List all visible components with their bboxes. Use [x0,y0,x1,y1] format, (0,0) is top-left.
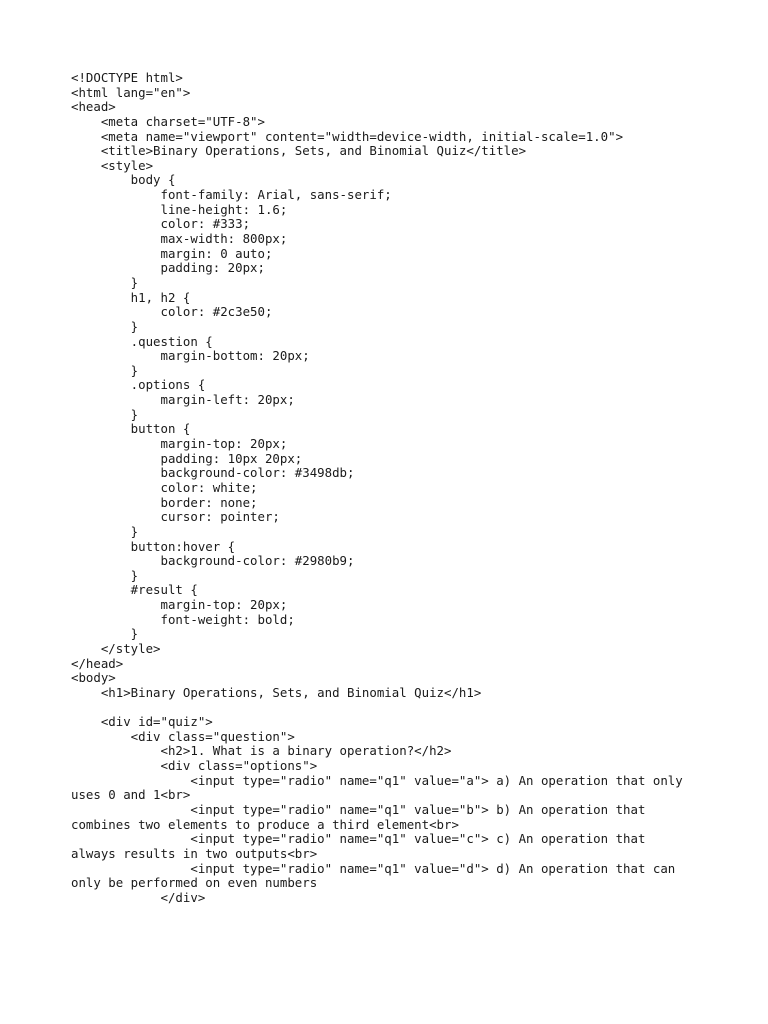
code-line [71,701,711,716]
code-line: <h1>Binary Operations, Sets, and Binomial Quiz</h1> [71,684,482,700]
code-line: <div id="quiz"> [71,714,213,730]
code-line: } [71,362,139,378]
code-line: <html lang="en"> [71,84,191,100]
code-line: </div> [71,889,206,905]
code-line: .options { [71,377,206,393]
code-line: line-height: 1.6; [71,201,288,217]
code-line: padding: 20px; [71,260,265,276]
code-line: <meta charset="UTF-8"> [71,113,265,129]
code-line: } [71,626,139,642]
code-line: padding: 10px 20px; [71,450,303,466]
code-line: <input type="radio" name="q1" value="a"> a) An operation that only [71,772,683,788]
code-line: font-weight: bold; [71,611,295,627]
code-line: <div class="options"> [71,758,318,774]
code-line: background-color: #3498db; [71,465,355,481]
code-line: <style> [71,157,154,173]
code-line: <input type="radio" name="q1" value="d"> d) An operation that can [71,860,676,876]
code-line: font-family: Arial, sans-serif; [71,187,392,203]
code-line: h1, h2 { [71,289,191,305]
code-line: <meta name="viewport" content="width=device-width, initial-scale=1.0"> [71,128,624,144]
code-line: } [71,523,139,539]
code-line: <title>Binary Operations, Sets, and Binomial Quiz</title> [71,143,527,159]
code-line: margin-left: 20px; [71,392,295,408]
code-line: <input type="radio" name="q1" value="b"> b) An operation that [71,802,646,818]
code-line: #result { [71,582,198,598]
code-line: <!DOCTYPE html> [71,70,183,85]
code-line: margin-top: 20px; [71,436,288,452]
code-line: color: #2c3e50; [71,304,273,320]
code-line: button:hover { [71,538,236,554]
code-line: </style> [71,640,161,656]
code-line: } [71,318,139,334]
code-line: } [71,406,139,422]
source-code-listing [71,71,711,906]
code-line: .question { [71,333,213,349]
code-line: border: none; [71,494,258,510]
code-line: color: white; [71,479,258,495]
code-line: only be performed on even numbers [71,875,318,891]
code-line: } [71,567,139,583]
code-line: <input type="radio" name="q1" value="c"> c) An operation that [71,831,646,847]
code-line: <head> [71,99,116,115]
code-line: uses 0 and 1<br> [71,787,191,803]
code-line: <body> [71,670,116,686]
code-line: body { [71,172,176,188]
code-line: margin-bottom: 20px; [71,348,310,364]
code-line: <div class="question"> [71,728,295,744]
code-line: cursor: pointer; [71,509,280,525]
code-line: button { [71,421,191,437]
code-line: always results in two outputs<br> [71,845,318,861]
code-line: color: #333; [71,216,251,232]
code-line: combines two elements to produce a third element<br> [71,816,459,832]
code-line: margin-top: 20px; [71,597,288,613]
code-line: max-width: 800px; [71,231,288,247]
code-line: <h2>1. What is a binary operation?</h2> [71,743,452,759]
code-line: background-color: #2980b9; [71,553,355,569]
code-line: </head> [71,655,124,671]
code-line: } [71,274,139,290]
code-line: margin: 0 auto; [71,245,273,261]
